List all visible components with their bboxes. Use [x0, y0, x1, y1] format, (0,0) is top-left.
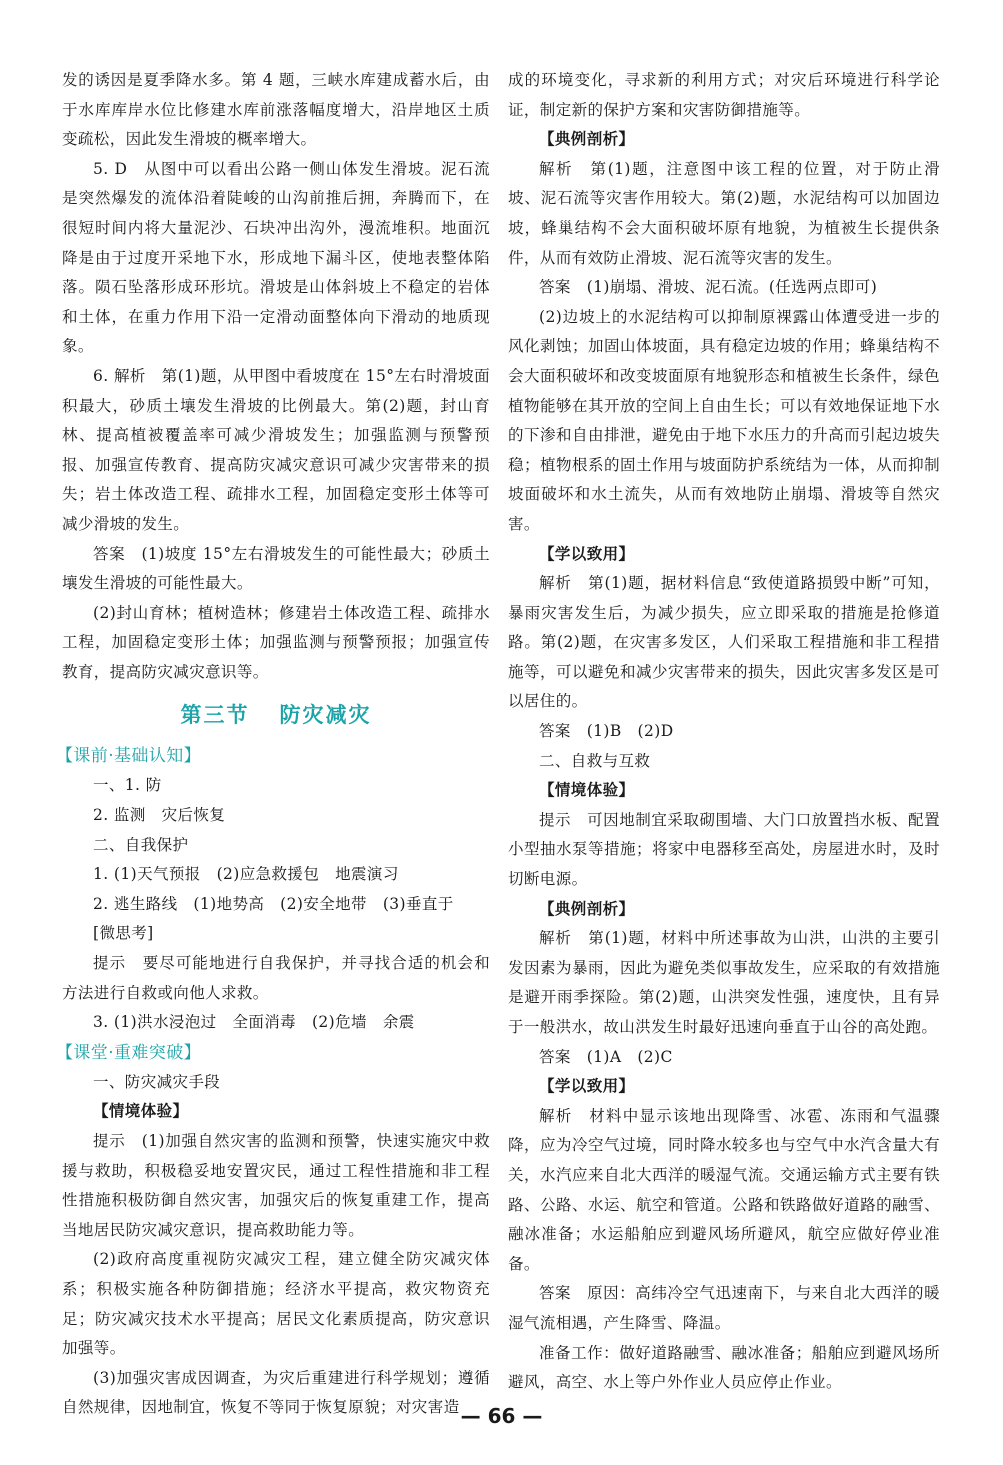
- subheading-scenario: 【情境体验】: [539, 781, 635, 800]
- answer-6-analysis: 6. 解析 第(1)题，从甲图中看坡度在 15°左右时滑坡面积最大，砂质土壤发生滑坡的比例最大。第(2)题，封山育林、提高植被覆盖率可减少滑坡发生；加强监测与预警预报、加强宣传教育、提高防灾减灾意识可减少灾害带来的损失；岩土体改造工程、疏排水工程，加固稳定变形土体等可减少滑坡的发生。: [62, 366, 490, 533]
- paragraph: 准备工作：做好道路融雪、融冰准备；船舶应到避风场所避风，高空、水上等户外作业人员应停止作业。: [508, 1343, 940, 1392]
- analysis-text: 解析 材料中显示该地出现降雪、冰雹、冻雨和气温骤降，应为冷空气过境，同时降水较多也与空气中水汽含量大有关，水汽应来自北大西洋的暖湿气流。交通运输方式主要有铁路、公路、水运、航空和管道。公路和铁路做好道路的融雪、融冰准备；水运船舶应到避风场所避风，航空应做好停业准备。: [508, 1106, 940, 1273]
- banner-pre-class: 【课前·基础认知】: [56, 746, 202, 767]
- section-name: 防灾减灾: [279, 702, 372, 728]
- list-item: 1. (1)天气预报 (2)应急救援包 地震演习: [93, 865, 399, 884]
- answer-text: 答案 (1)崩塌、滑坡、泥石流。(任选两点即可): [539, 278, 878, 297]
- section-number: 第三节: [180, 702, 250, 728]
- list-item: 3. (1)洪水浸泡过 全面消毒 (2)危墙 余震: [93, 1013, 415, 1032]
- analysis-text: 解析 第(1)题，材料中所述事故为山洪，山洪的主要引发因素为暴雨，因此为避免类似事故发生，应采取的有效措施是避开雨季探险。第(2)题，山洪突发性强，速度快，且有异于一般洪水，故山洪发生时最好迅速向垂直于山谷的高处跑。: [508, 929, 940, 1036]
- hint-text: 提示 可因地制宜采取砌围墙、大门口放置挡水板、配置小型抽水泵等措施；将家中电器移至高处，房屋进水时，及时切断电源。: [508, 810, 940, 889]
- section-title: [62, 697, 490, 733]
- answer-text: 答案 原因：高纬冷空气迅速南下，与来自北大西洋的暖湿气流相遇，产生降雪、降温。: [508, 1284, 940, 1332]
- subheading-example: 【典例剖析】: [539, 130, 635, 149]
- list-item: 一、1. 防: [93, 776, 162, 795]
- analysis-text: 解析 第(1)题，据材料信息“致使道路损毁中断”可知，暴雨灾害发生后，为减少损失，应立即采取的措施是抢修道路。第(2)题，在灾害多发区，人们采取工程措施和非工程措施等，可以避免和减少灾害带来的损失，因此灾害多发区是可以居住的。: [508, 574, 940, 711]
- page-number: — 66 —: [460, 1404, 543, 1428]
- list-item: 二、自我保护: [93, 835, 189, 854]
- banner-in-class: 【课堂·重难突破】: [56, 1042, 202, 1063]
- answer-6: 答案 (1)坡度 15°左右滑坡发生的可能性最大；砂质土壤发生滑坡的可能性最大。: [62, 544, 490, 593]
- subheading-example: 【典例剖析】: [539, 899, 635, 918]
- subheading-scenario: 【情境体验】: [93, 1102, 189, 1121]
- subheading-apply: 【学以致用】: [539, 544, 635, 563]
- answer-5: 5. D 从图中可以看出公路一侧山体发生滑坡。泥石流是突然爆发的流体沿着陡峻的山沟前推后拥，奔腾而下，在很短时间内将大量泥沙、石块冲出沟外，漫流堆积。地面沉降是由于过度开采地下水，形成地下漏斗区，使地表整体陷落。陨石坠落形成环形坑。滑坡是山体斜坡上不稳定的岩体和土体，在重力作用下沿一定滑动面整体向下滑动的地质现象。: [62, 159, 490, 356]
- answer-text: (2)边坡上的水泥结构可以抑制原裸露山体遭受进一步的风化剥蚀；加固山体坡面，具有稳定边坡的作用；蜂巢结构不会大面积破坏和改变坡面原有地貌形态和植被生长条件，绿色植物能够在其开放的空间上自由生长；可以有效地保证地下水的下渗和自由排泄，避免由于地下水压力的升高而引起边坡失稳；植物根系的固土作用与坡面防护系统结为一体，从而抑制坡面破坏和水土流失，从而有效地防止崩塌、滑坡等自然灾害。: [508, 307, 940, 533]
- answer-text: 答案 (1)B (2)D: [539, 722, 674, 741]
- right-column: [508, 66, 940, 1398]
- subheading: 二、自救与互救: [539, 751, 651, 770]
- micro-think-label: [微思考]: [93, 924, 154, 943]
- paragraph: (2)政府高度重视防灾减灾工程，建立健全防灾减灾体系；积极实施各种防御措施；经济水平提高，救灾物资充足；防灾减灾技术水平提高；居民文化素质提高，防灾意识加强等。: [62, 1250, 490, 1358]
- paragraph: (3)加强灾害成因调查，为灾后重建进行科学规划；遵循自然规律，因地制宜，恢复不等同于恢复原貌；对灾害造: [62, 1368, 490, 1417]
- list-item: 2. 监测 灾后恢复: [93, 806, 226, 825]
- analysis-text: 解析 第(1)题，注意图中该工程的位置，对于防止滑坡、泥石流等灾害作用较大。第(2)题，水泥结构可以加固边坡，蜂巢结构不会大面积破坏原有地貌，为植被生长提供条件，从而有效防止滑坡、泥石流等灾害的发生。: [508, 159, 940, 267]
- subheading: 一、防灾减灾手段: [93, 1072, 221, 1091]
- answer-text: 答案 (1)A (2)C: [539, 1047, 673, 1066]
- hint-text: 提示 (1)加强自然灾害的监测和预警，快速实施灾中救援与救助，积极稳妥地安置灾民，通过工程性措施和非工程性措施积极防御自然灾害，加强灾后的恢复重建工作，提高当地居民防灾减灾意识，提高救助能力等。: [62, 1132, 490, 1239]
- list-item: 2. 逃生路线 (1)地势高 (2)安全地带 (3)垂直于: [93, 894, 454, 913]
- paragraph: 成的环境变化，寻求新的利用方式；对灾后环境进行科学论证，制定新的保护方案和灾害防御措施等。: [508, 71, 940, 119]
- paragraph: 发的诱因是夏季降水多。第 4 题，三峡水库建成蓄水后，由于水库库岸水位比修建水库前涨落幅度增大，沿岸地区土质变疏松，因此发生滑坡的概率增大。: [62, 71, 490, 149]
- answer-6-part2: (2)封山育林；植树造林；修建岩土体改造工程、疏排水工程，加固稳定变形土体；加强监测与预警预报；加强宣传教育，提高防灾减灾意识等。: [62, 603, 490, 681]
- left-column: [56, 66, 490, 1423]
- subheading-apply: 【学以致用】: [539, 1077, 635, 1096]
- hint-text: 提示 要尽可能地进行自我保护，并寻找合适的机会和方法进行自救或向他人求救。: [62, 954, 490, 1002]
